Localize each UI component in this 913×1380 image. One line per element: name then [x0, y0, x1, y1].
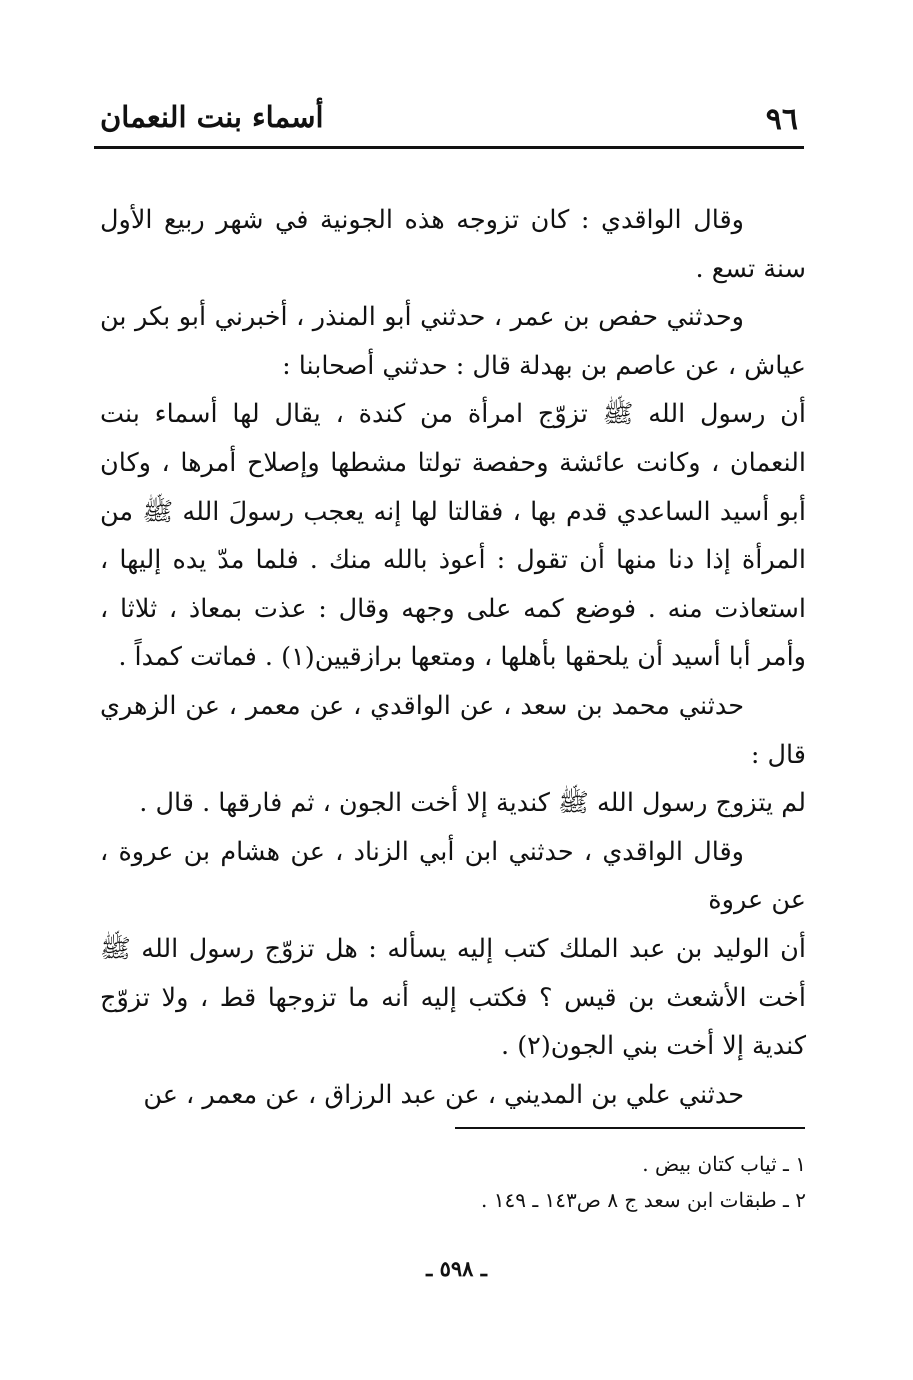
header-page-number: ٩٦ [765, 102, 798, 137]
footnotes [300, 1146, 806, 1218]
paragraph-5: لم يتزوج رسول الله ﷺ كندية إلا أخت الجون ، ثم فارقها . قال . [139, 788, 806, 819]
body-text [100, 196, 806, 1119]
footnote-1: ١ ـ ثياب كتان بيض . [642, 1152, 806, 1176]
footnote-2: ٢ ـ طبقات ابن سعد ج ٨ ص١٤٣ ـ ١٤٩ . [481, 1188, 806, 1212]
running-header [94, 100, 804, 146]
paragraph-4: حدثني محمد بن سعد ، عن الواقدي ، عن معمر ، عن الزهري قال : [100, 690, 806, 770]
paragraph-3: أن رسول الله ﷺ تزوّج امرأة من كندة ، يقال لها أسماء بنت النعمان ، وكانت عائشة وحفصة تولتا مشطها وإصلاح أمرها ، وكان أبو أسيد الساعدي قدم بها ، فقالتا لها إنه يعجب رسولَ الله ﷺ من المرأة إذا دنا منها أن تقول : أعوذ بالله منك . فلما مدّ يده إليها ، استعاذت منه . فوضع كمه على وجهه وقال : عذت بمعاذ ، ثلاثا ، وأمر أبا أسيد أن يلحقها بأهلها ، ومتعها برازقيين(١) . فماتت كمداً . [100, 399, 806, 673]
paragraph-7: أن الوليد بن عبد الملك كتب إليه يسأله : هل تزوّج رسول الله ﷺ أخت الأشعث بن قيس ؟ فكتب إليه أنه ما تزوجها قط ، ولا تزوّج كندية إلا أخت بني الجون(٢) . [100, 933, 806, 1062]
paragraph-8: حدثني علي بن المديني ، عن عبد الرزاق ، عن معمر ، عن [143, 1079, 744, 1110]
running-title: أسماء بنت النعمان [100, 100, 324, 134]
paragraph-6: وقال الواقدي ، حدثني ابن أبي الزناد ، عن هشام بن عروة ، عن عروة [100, 836, 806, 916]
footnote-rule [455, 1127, 805, 1129]
paragraph-2: وحدثني حفص بن عمر ، حدثني أبو المنذر ، أخبرني أبو بكر بن عياش ، عن عاصم بن بهدلة قال : حدثني أصحابنا : [100, 302, 806, 381]
paragraph-1: وقال الواقدي : كان تزوجه هذه الجونية في شهر ربيع الأول سنة تسع . [100, 205, 806, 284]
header-rule [94, 146, 804, 149]
footer-page-number: ـ ٥٩٨ ـ [426, 1256, 487, 1281]
